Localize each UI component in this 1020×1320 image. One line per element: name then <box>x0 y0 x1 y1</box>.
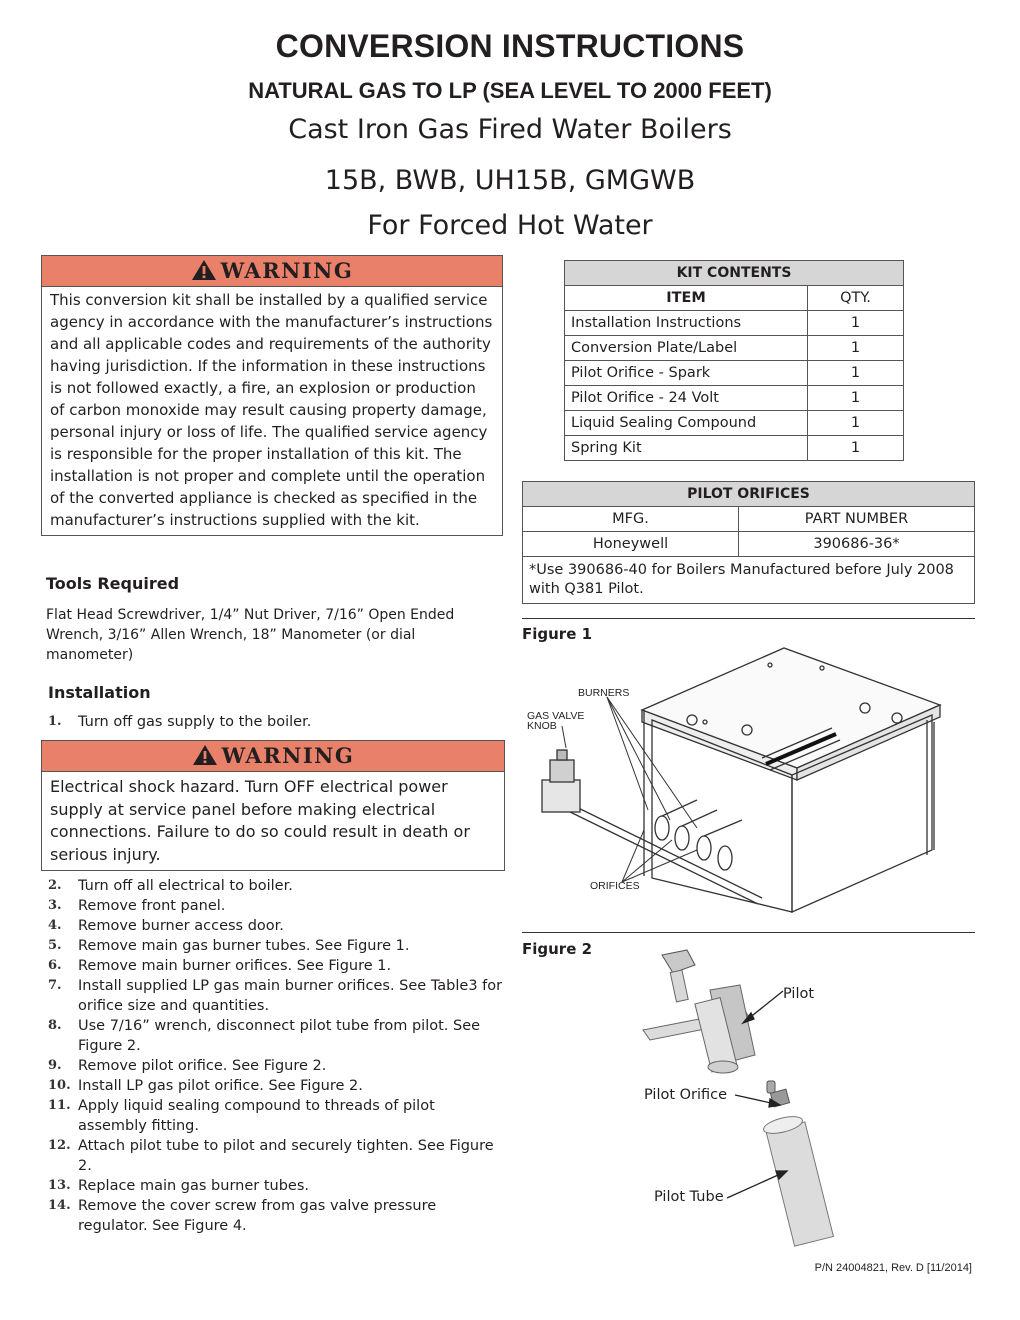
list-item <box>48 896 508 916</box>
warning-text: Electrical shock hazard. Turn OFF electrical power supply at service panel before making electrical connections. Failure to do so could result in death or serious injury. <box>50 777 470 864</box>
step-text: Use 7/16” wrench, disconnect pilot tube from pilot. See Figure 2. <box>78 1018 481 1054</box>
qty-cell: 1 <box>808 336 904 361</box>
document-subtitle: NATURAL GAS TO LP (SEA LEVEL TO 2000 FEET) <box>248 78 772 103</box>
part-cell: 390686-36* <box>739 532 975 557</box>
qty-cell: 1 <box>808 386 904 411</box>
column-header-item: ITEM <box>565 286 808 311</box>
pilot-orifices-title: PILOT ORIFICES <box>523 482 975 507</box>
column-header-part: PART NUMBER <box>739 507 975 532</box>
table-row <box>565 436 904 461</box>
qty-cell: 1 <box>808 311 904 336</box>
list-item <box>48 1016 508 1056</box>
warning-label: WARNING <box>221 743 355 768</box>
model-list: 15B, BWB, UH15B, GMGWB <box>324 165 696 196</box>
document-title: CONVERSION INSTRUCTIONS <box>275 28 745 64</box>
label-pilot-orifice: Pilot Orifice <box>644 1087 728 1103</box>
figure2-rule <box>522 932 975 933</box>
step-number: 13. <box>48 1178 71 1193</box>
list-item <box>48 976 508 1016</box>
pilot-orifice-note: *Use 390686-40 for Boilers Manufactured before July 2008 with Q381 Pilot. <box>523 557 975 604</box>
warning-header <box>42 741 504 772</box>
product-line: Cast Iron Gas Fired Water Boilers <box>288 114 732 145</box>
tools-heading: Tools Required <box>46 574 180 593</box>
warning-box-electrical <box>41 740 505 871</box>
figure1-rule <box>522 618 975 619</box>
pilot-orifices-table <box>522 481 975 604</box>
list-item <box>48 876 508 896</box>
label-knob: KNOB <box>527 720 557 732</box>
step-number: 2. <box>48 878 62 893</box>
label-gas-valve-knob <box>527 711 584 731</box>
label-pilot-tube: Pilot Tube <box>654 1189 724 1205</box>
column-header-qty: QTY. <box>808 286 904 311</box>
qty-cell: 1 <box>808 411 904 436</box>
qty-cell: 1 <box>808 436 904 461</box>
step-text: Replace main gas burner tubes. <box>78 1178 310 1194</box>
list-item <box>48 1196 508 1236</box>
step-text: Remove burner access door. <box>78 918 284 934</box>
step-number: 3. <box>48 898 62 913</box>
step-number: 14. <box>48 1198 71 1213</box>
step-number: 1. <box>48 714 62 729</box>
step-text: Install supplied LP gas main burner orifices. See Table3 for orifice size and quantities. <box>78 978 503 1014</box>
step-number: 5. <box>48 938 62 953</box>
list-item <box>48 1076 508 1096</box>
step-number: 8. <box>48 1018 62 1033</box>
step-text: Remove the cover screw from gas valve pressure regulator. See Figure 4. <box>78 1198 437 1234</box>
warning-triangle-icon <box>191 259 217 281</box>
item-cell: Liquid Sealing Compound <box>565 411 808 436</box>
label-pilot: Pilot <box>783 986 815 1002</box>
label-burners: BURNERS <box>578 687 630 699</box>
figure1-label: Figure 1 <box>522 625 593 643</box>
list-item <box>48 1136 508 1176</box>
list-item <box>48 916 508 936</box>
warning-header <box>42 256 502 287</box>
warning-box-installation <box>41 255 503 536</box>
list-item <box>48 936 508 956</box>
step-text: Remove main gas burner tubes. See Figure 1. <box>78 938 410 954</box>
label-orifices: ORIFICES <box>590 880 640 892</box>
kit-contents-title: KIT CONTENTS <box>565 261 904 286</box>
step-text: Attach pilot tube to pilot and securely tighten. See Figure 2. <box>78 1138 494 1174</box>
step-text: Remove front panel. <box>78 898 226 914</box>
list-item <box>48 956 508 976</box>
table-row <box>565 336 904 361</box>
item-cell: Installation Instructions <box>565 311 808 336</box>
step-text: Remove main burner orifices. See Figure 1. <box>78 958 392 974</box>
step-number: 4. <box>48 918 62 933</box>
list-item <box>48 1176 508 1196</box>
step-text: Remove pilot orifice. See Figure 2. <box>78 1058 327 1074</box>
step-text: Install LP gas pilot orifice. See Figure 2. <box>78 1078 363 1094</box>
table-row <box>565 311 904 336</box>
table-row <box>565 361 904 386</box>
step-number: 10. <box>48 1078 71 1093</box>
figure1-boiler-illustration <box>522 640 975 920</box>
part-number-footer: P/N 24004821, Rev. D [11/2014] <box>814 1262 972 1274</box>
item-cell: Pilot Orifice - 24 Volt <box>565 386 808 411</box>
step-number: 12. <box>48 1138 71 1153</box>
step-number: 6. <box>48 958 62 973</box>
label-gas-valve: GAS VALVE <box>527 710 585 722</box>
table-row <box>523 532 975 557</box>
list-item <box>48 712 508 732</box>
tools-list: Flat Head Screwdriver, 1/4” Nut Driver, 7/16” Open Ended Wrench, 3/16” Allen Wrench, 18” Manometer (or dial manometer) <box>46 607 455 663</box>
step-number: 7. <box>48 978 62 993</box>
list-item <box>48 1096 508 1136</box>
item-cell: Pilot Orifice - Spark <box>565 361 808 386</box>
warning-text: This conversion kit shall be installed by a qualified service agency in accordance with the manufacturer’s instructions and all applicable codes and requirements of the authority having jurisdiction. If the information in these instructions is not followed exactly, a fire, an explosion or production of carbon monoxide may result causing property damage, personal injury or loss of life. The qualified service agency is responsible for the proper installation of this kit. The installation is not proper and complete until the operation of the converted appliance is checked as specified in the manufacturer’s instructions supplied with the kit. <box>50 291 493 529</box>
step-text: Turn off gas supply to the boiler. <box>78 714 312 730</box>
qty-cell: 1 <box>808 361 904 386</box>
table-row <box>565 411 904 436</box>
step-text: Apply liquid sealing compound to threads of pilot assembly fitting. <box>78 1098 435 1134</box>
item-cell: Conversion Plate/Label <box>565 336 808 361</box>
column-header-mfg: MFG. <box>523 507 739 532</box>
warning-triangle-icon <box>192 744 218 766</box>
list-item <box>48 1056 508 1076</box>
kit-contents-table <box>564 260 904 461</box>
installation-heading: Installation <box>48 683 151 702</box>
step-text: Turn off all electrical to boiler. <box>78 878 293 894</box>
warning-label: WARNING <box>220 258 354 283</box>
table-row <box>565 386 904 411</box>
item-cell: Spring Kit <box>565 436 808 461</box>
step-number: 11. <box>48 1098 71 1113</box>
step-number: 9. <box>48 1058 62 1073</box>
figure2-label: Figure 2 <box>522 940 593 958</box>
mfg-cell: Honeywell <box>523 532 739 557</box>
application-line: For Forced Hot Water <box>367 210 653 241</box>
